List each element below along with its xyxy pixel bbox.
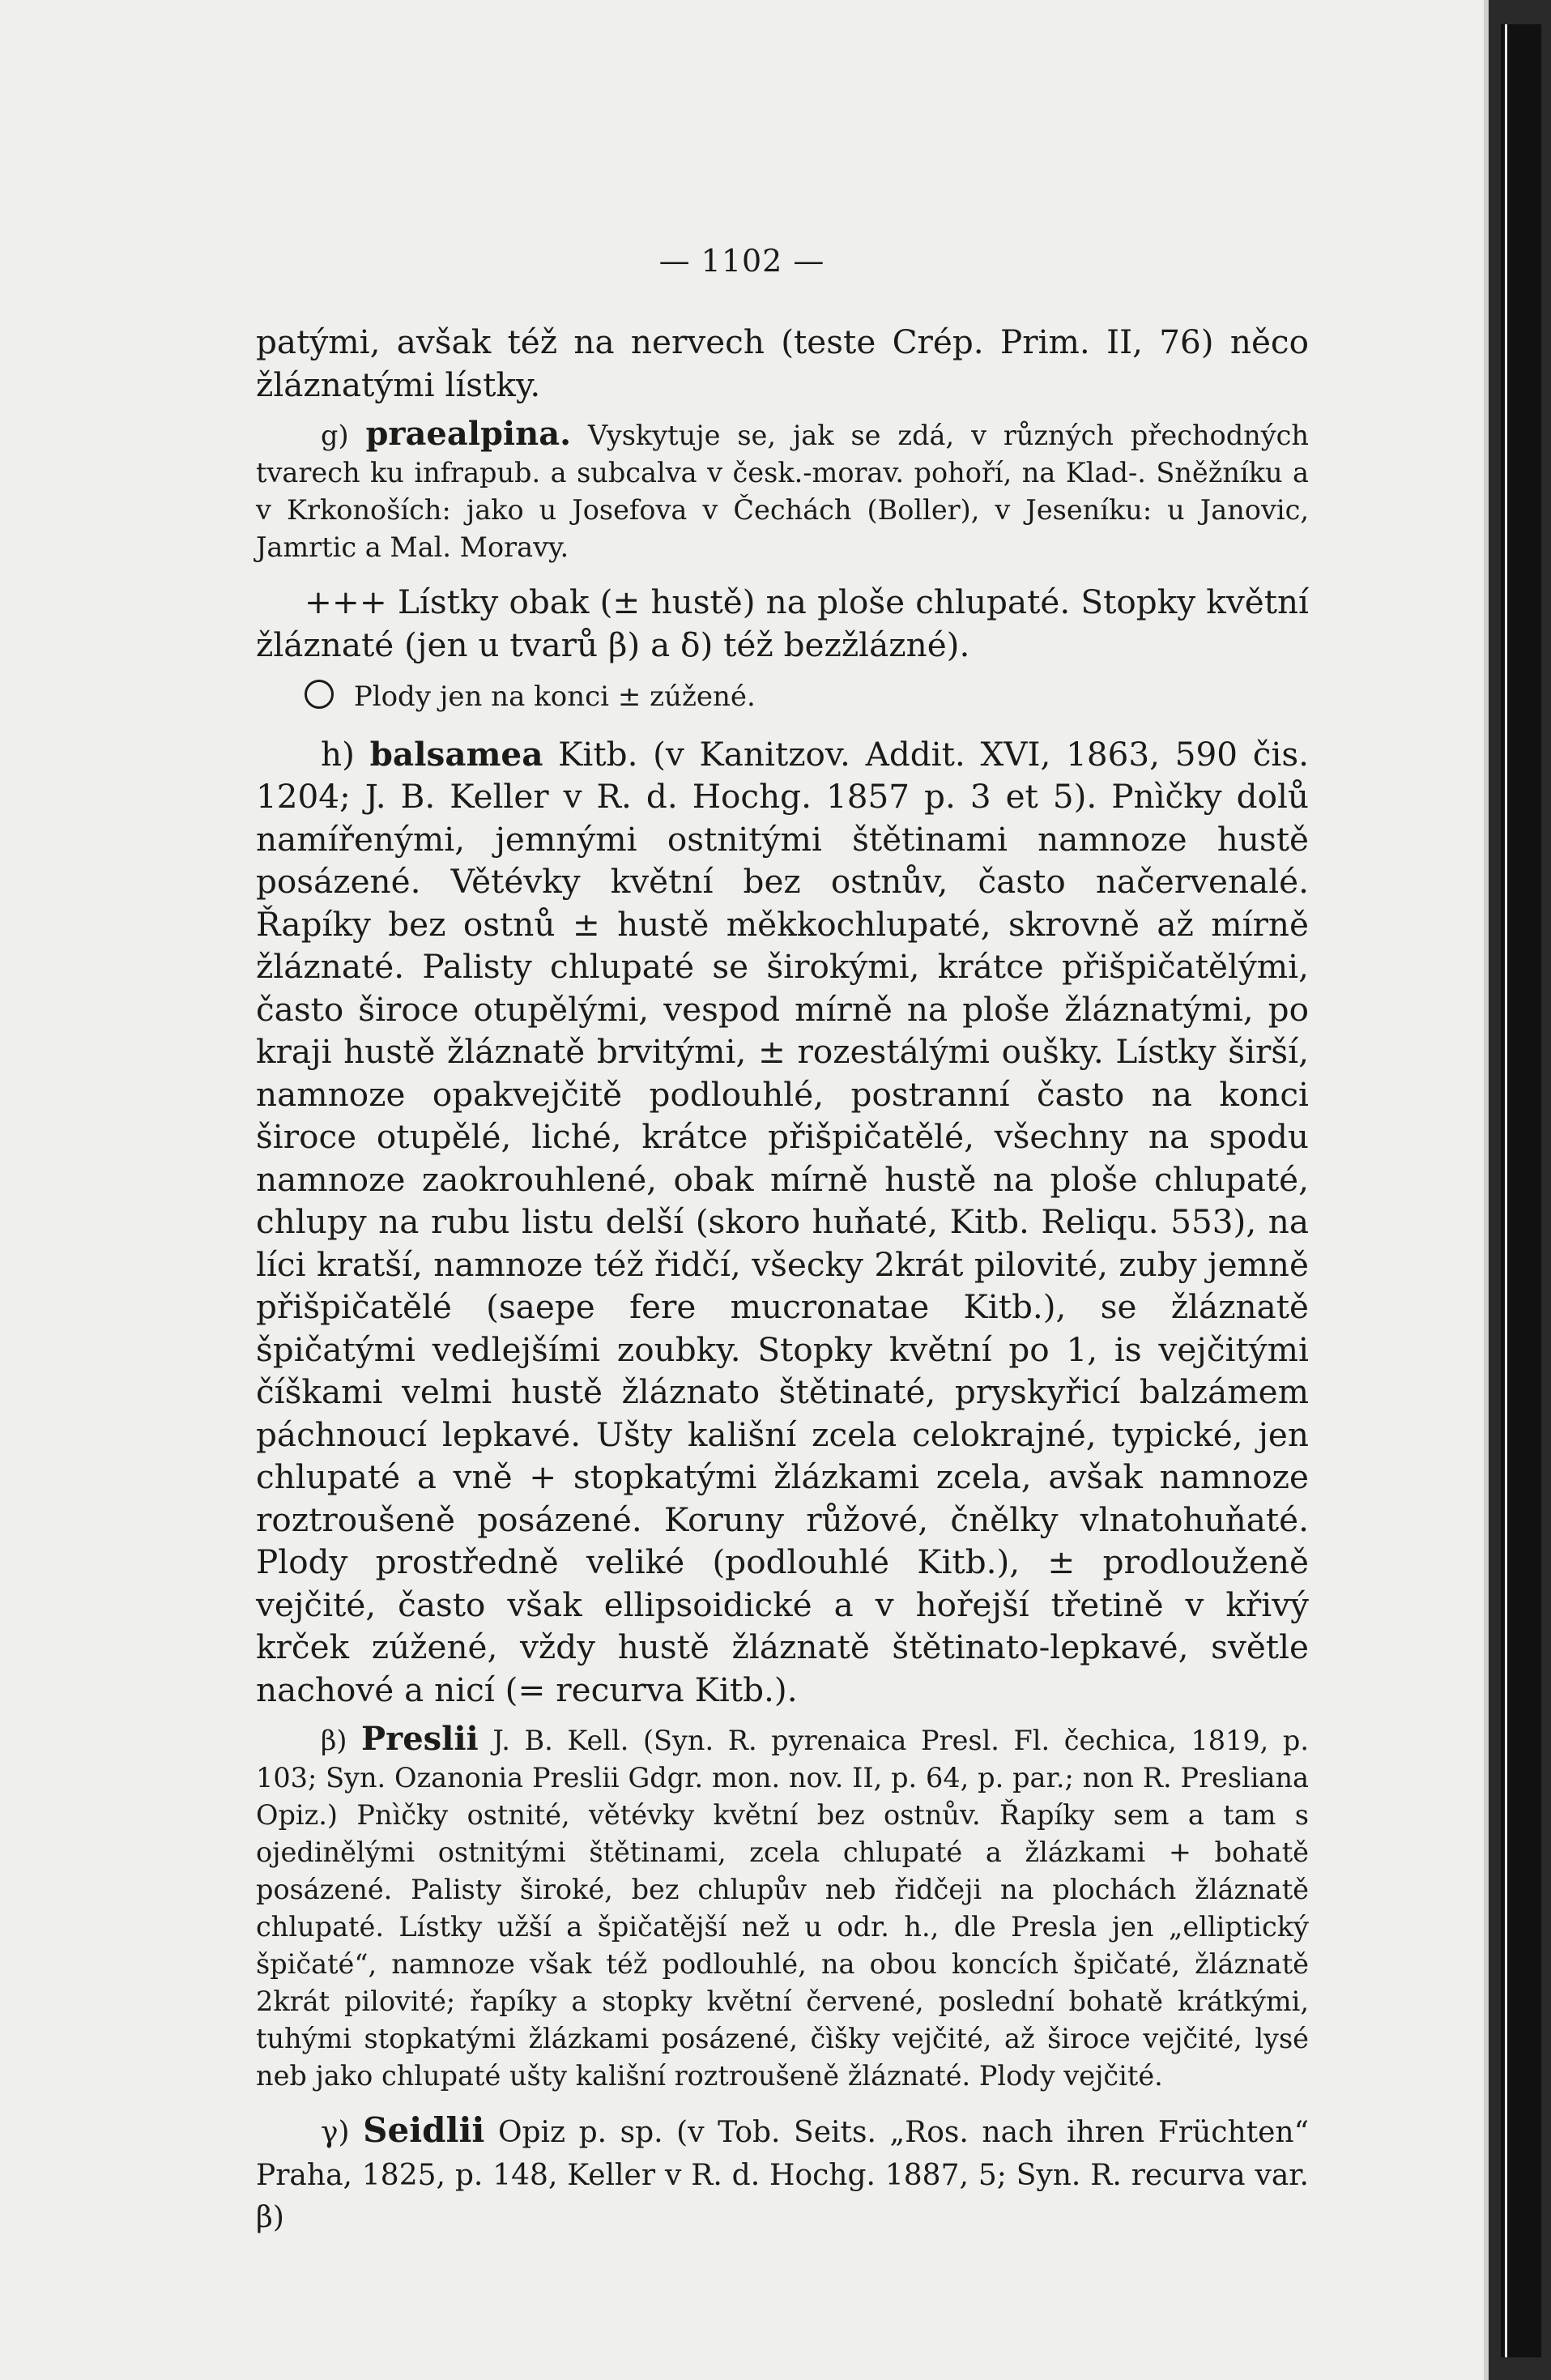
- paragraph-preslii: [256, 1721, 1309, 2095]
- key-prefix: +++: [305, 582, 387, 621]
- variety-name: balsamea: [369, 734, 543, 774]
- paragraph-text: Kitb. (v Kanitzov. Addit. XVI, 1863, 590 čis. 1204; J. B. Keller v R. d. Hochg. 1857 p. 3 et 5). Pnìčky dolů namířenými, jemnými ostnitými štětinami namnoze hustě posázené. Větévky květní bez ostnův, často načervenalé. Řapíky bez ostnů ± hustě měkkochlupaté, skrovně až mírně žláznaté. Palisty chlupaté se širokými, krátce přišpičatělými, často široce otupělými, vespod mírně na ploše žláznatými, po kraji hustě žláznatě brvitými, ± rozestálými oušky. Lístky širší, namnoze opakvejčitě podlouhlé, postranní často na konci široce otupělé, liché, krátce přišpičatělé, všechny na spodu namnoze zaokrouhlené, obak mírně hustě na ploše chlupaté, chlupy na rubu listu delší (skoro huňaté, Kitb. Reliqu. 553), na líci kratší, namnoze též řidčí, všecky 2krát pilovité, zuby jemně přišpičatělé (saepe fere mucronatae Kitb.), se žláznatě špičatými vedlejšími zoubky. Stopky květní po 1, is vejčitými číškami velmi hustě žláznato štětinaté, pryskyřicí balzámem páchnoucí lepkavé. Ušty kališní zcela celokrajné, typické, jen chlupaté a vně + stopkatými žlázkami zcela, avšak namnoze roztroušeně posázené. Koruny růžové, čnělky vlnatohuňaté. Plody prostředně veliké (podlouhlé Kitb.), ± prodlouženě vejčité, často však ellipsoidické a v hořejší třetině v křivý krček zúžené, vždy hustě žláznatě štětinato-lepkavé, světle nachové a nicí (= recurva Kitb.).: [256, 734, 1310, 1709]
- circle-icon: [305, 680, 334, 709]
- paragraph-praealpina: [256, 416, 1309, 566]
- page-number: — 1102 —: [658, 243, 825, 279]
- paragraph-seidlii: [256, 2109, 1309, 2240]
- paragraph-text: Lístky obak (± hustě) na ploše chlupaté. Stopky květní žláznaté (jen u tvarů β) a δ) též bezžlázné).: [256, 582, 1310, 664]
- page-edge-line: [1505, 24, 1507, 2357]
- variety-name: Seidlii: [363, 2110, 485, 2150]
- variety-name: Preslii: [361, 1720, 479, 1758]
- paragraph-continuation: [256, 321, 1309, 406]
- paragraph-text: Plody jen na konci ± zúžené.: [353, 680, 756, 713]
- variety-label: h): [321, 734, 355, 774]
- paragraph-text: patými, avšak též na nervech (teste Crép. Prim. II, 76) něco žláznatými lístky.: [256, 322, 1309, 404]
- variety-label: γ): [321, 2116, 350, 2149]
- paragraph-balsamea: [256, 733, 1309, 1712]
- variety-label: g): [321, 420, 349, 451]
- variety-label: β): [321, 1725, 347, 1756]
- paragraph-text: Vyskytuje se, jak se zdá, v různých přechodných tvarech ku infrapub. a subcalva v česk.-morav. pohoří, na Klad-. Sněžníku a v Krkonoších: jako u Josefova v Čechách (Boller), v Jeseníku: u Janovic, Jamrtic a Mal. Moravy.: [256, 420, 1309, 563]
- paragraph-key-leaflets: [256, 581, 1309, 666]
- text-block: [256, 321, 1309, 2240]
- paragraph-text: Opiz p. sp. (v Tob. Seits. „Ros. nach ihren Früchten“ Praha, 1825, p. 148, Keller v R. d. Hochg. 1887, 5; Syn. R. recurva var. β): [256, 2116, 1309, 2234]
- variety-name: praealpina.: [365, 415, 572, 453]
- paragraph-text: J. B. Kell. (Syn. R. pyrenaica Presl. Fl. čechica, 1819, p. 103; Syn. Ozanonia Preslii Gdgr. mon. nov. II, p. 64, p. par.; non R. Presliana Opiz.) Pnìčky ostnité, větévky květní bez ostnův. Řapíky sem a tam s ojedinělými ostnitými štětinami, zcela chlupaté a žlázkami + bohatě posázené. Palisty široké, bez chlupův neb řidčeji na plochách žláznatě chlupaté. Lístky užší a špičatější než u odr. h., dle Presla jen „elliptický špičaté“, namnoze však též podlouhlé, na obou koncích špičaté, žláznatě 2krát pilovité; řapíky a stopky květní červené, poslední bohatě krátkými, tuhými stopkatými žlázkami posázené, čìšky vejčité, až široce vejčité, lysé neb jako chlupaté ušty kališní roztroušeně žláznaté. Plody vejčité.: [256, 1725, 1309, 2092]
- paragraph-key-fruits: [256, 676, 1309, 719]
